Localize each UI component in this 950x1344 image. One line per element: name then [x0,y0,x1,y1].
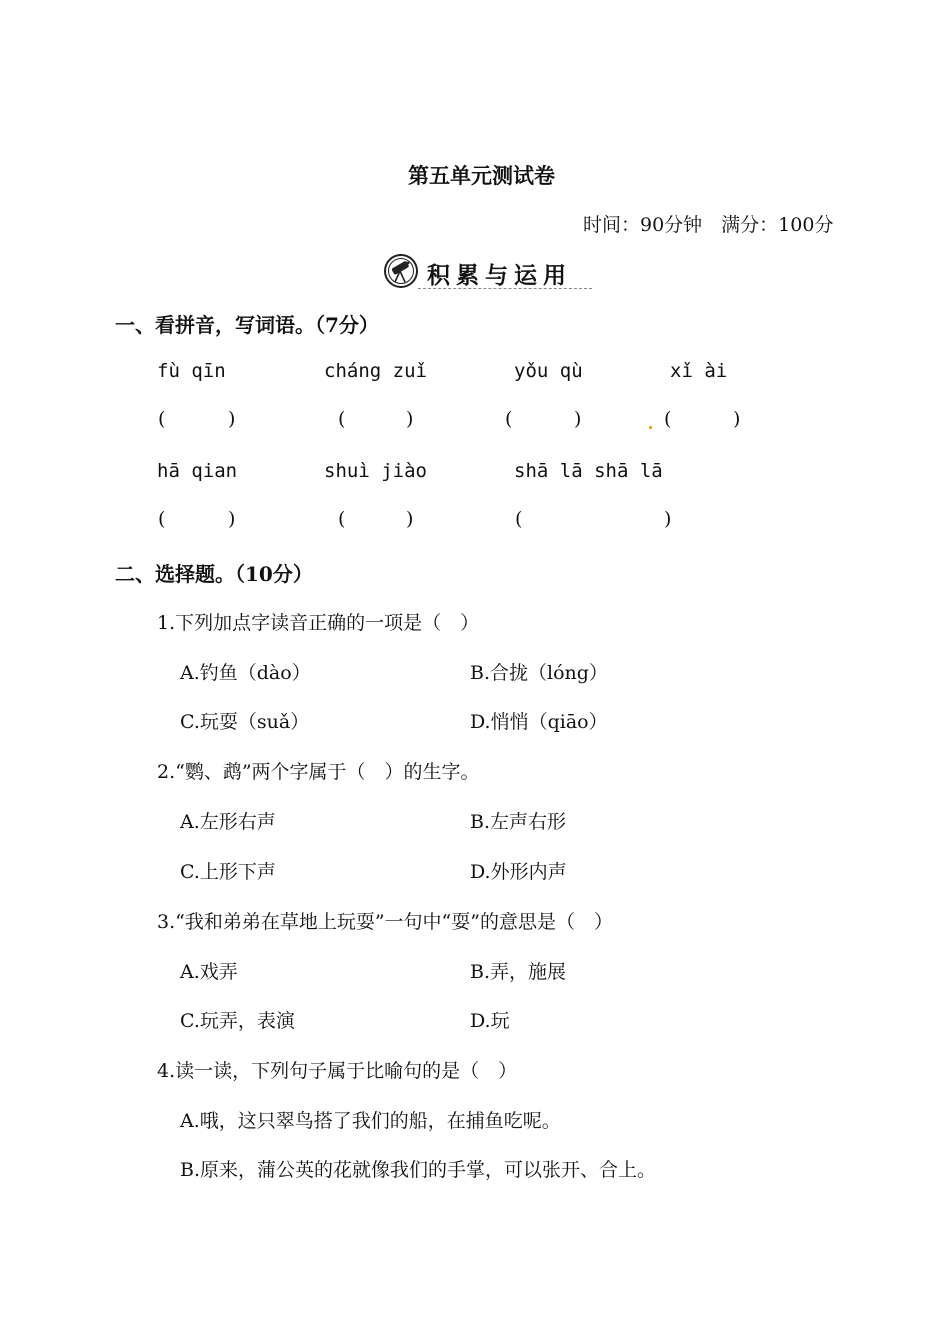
pinyin-6: shuì jiào [324,460,427,482]
telescope-badge-icon [383,253,419,289]
answer-blank-2-close: ) [406,408,414,430]
pinyin-3: yǒu qù [514,360,583,382]
answer-blank-3[interactable]: ( [505,408,513,430]
answer-blank-6-close: ) [406,508,414,530]
answer-blank-6[interactable]: ( [338,508,346,530]
q2-option-c[interactable]: C.上形下声 [180,861,276,883]
q4-option-a[interactable]: A.哦，这只翠鸟搭了我们的船，在捕鱼吃呢。 [180,1110,561,1132]
answer-blank-5[interactable]: ( [158,508,166,530]
q2-option-a[interactable]: A.左形右声 [180,811,276,833]
answer-blank-2[interactable]: ( [338,408,346,430]
pinyin-4: xǐ ài [670,360,728,382]
answer-blank-7[interactable]: ( [515,508,523,530]
pinyin-7: shā lā shā lā [514,460,663,482]
question-3: 3.“我和弟弟在草地上玩耍”一句中“耍”的意思是（ ） [157,911,613,933]
q1-option-a[interactable]: A.钓鱼（dào） [180,662,311,684]
q2-option-d[interactable]: D.外形内声 [470,861,567,883]
pinyin-2: cháng zuǐ [324,360,427,382]
page-title: 第五单元测试卷 [408,163,555,188]
q1-option-d[interactable]: D.悄悄（qiāo） [470,711,608,733]
answer-blank-4-close: ) [733,408,741,430]
answer-blank-5-close: ) [228,508,236,530]
banner-underline [418,288,592,289]
q1-option-b[interactable]: B.合拢（lóng） [470,662,608,684]
question-4: 4.读一读，下列句子属于比喻句的是（ ） [157,1060,518,1082]
section1-heading: 一、看拼音，写词语。（7分） [115,313,379,337]
q3-option-d[interactable]: D.玩 [470,1010,510,1032]
question-1: 1.下列加点字读音正确的一项是（ ） [157,612,480,634]
answer-blank-4[interactable]: ( [664,408,672,430]
answer-blank-1-close: ) [228,408,236,430]
q1-option-c[interactable]: C.玩耍（suǎ） [180,711,310,733]
question-2: 2.“鹦、鹉”两个字属于（ ）的生字。 [157,761,480,783]
q3-option-a[interactable]: A.戏弄 [180,961,238,983]
q4-option-b[interactable]: B.原来，蒲公英的花就像我们的手掌，可以张开、合上。 [180,1159,657,1181]
q2-option-b[interactable]: B.左声右形 [470,811,567,833]
q3-option-b[interactable]: B.弄，施展 [470,961,567,983]
exam-meta: 时间：90分钟 满分：100分 [583,214,834,236]
answer-blank-3-close: ) [574,408,582,430]
answer-blank-7-close: ) [664,508,672,530]
pinyin-5: hā qian [157,460,238,482]
q3-option-c[interactable]: C.玩弄，表演 [180,1010,295,1032]
answer-blank-1[interactable]: ( [158,408,166,430]
pinyin-1: fù qīn [157,360,226,382]
section2-heading: 二、选择题。（10分） [115,562,313,586]
banner-title: 积累与运用 [427,263,572,289]
printing-speck [649,426,652,429]
